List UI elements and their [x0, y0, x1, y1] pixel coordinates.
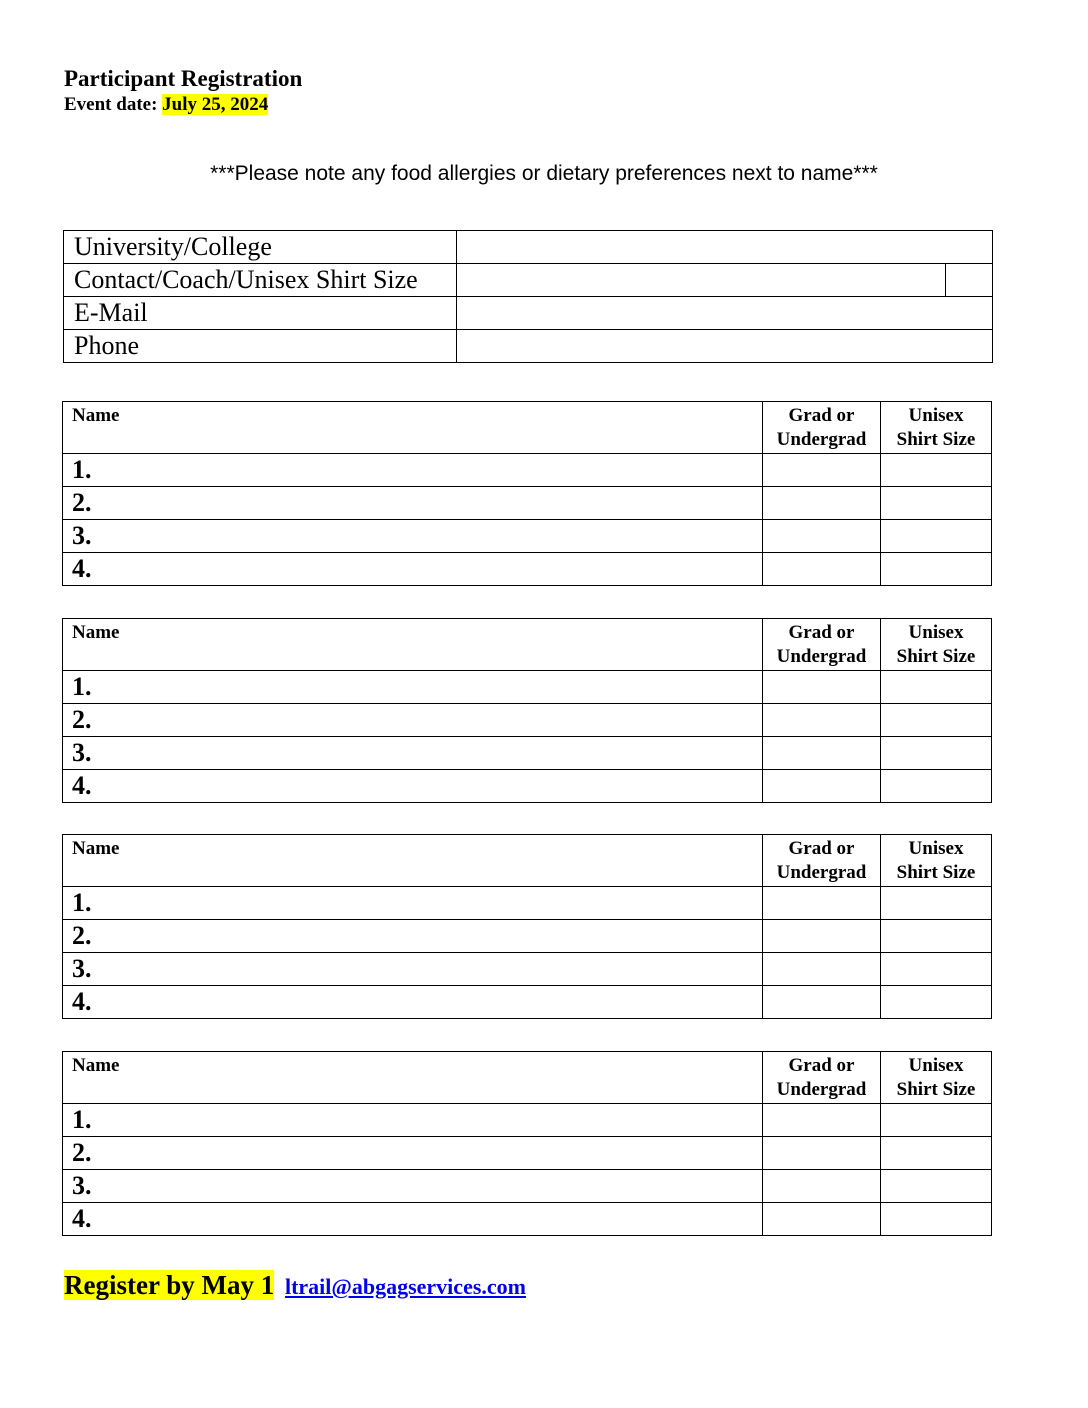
shirt-size-column-header [881, 835, 992, 887]
footer [64, 1268, 526, 1304]
grad-cell[interactable] [763, 737, 881, 770]
grad-column-header [763, 835, 881, 887]
size-header-line2: Shirt Size [896, 862, 976, 883]
participant-name-cell[interactable] [63, 1170, 763, 1203]
shirt-size-column-header [881, 1052, 992, 1104]
shirt-size-cell[interactable] [881, 887, 992, 920]
participant-row [63, 887, 992, 920]
row-number: 1. [72, 455, 92, 484]
participant-name-cell[interactable] [63, 704, 763, 737]
row-number: 4. [72, 554, 92, 583]
row-number: 4. [72, 987, 92, 1016]
coach-label: Contact/Coach/Unisex Shirt Size [64, 264, 457, 297]
size-header-line1: Unisex [908, 405, 964, 426]
grad-cell[interactable] [763, 1137, 881, 1170]
participant-row [63, 953, 992, 986]
grad-cell[interactable] [763, 770, 881, 803]
phone-input-cell[interactable] [457, 330, 993, 363]
coach-input-cell [457, 264, 993, 297]
phone-label: Phone [64, 330, 457, 363]
participant-header-row [63, 1052, 992, 1104]
participant-table [62, 834, 992, 1019]
row-number: 2. [72, 488, 92, 517]
participant-name-cell[interactable] [63, 953, 763, 986]
participant-name-cell[interactable] [63, 986, 763, 1019]
row-number: 2. [72, 921, 92, 950]
dietary-note: ***Please note any food allergies or dietary preferences next to name*** [210, 162, 878, 185]
size-header-line2: Shirt Size [896, 646, 976, 667]
row-number: 1. [72, 672, 92, 701]
participant-header-row [63, 402, 992, 454]
grad-cell[interactable] [763, 887, 881, 920]
participant-row [63, 553, 992, 586]
grad-header-line2: Undergrad [776, 429, 867, 450]
event-date-label: Event date: [64, 94, 158, 115]
participant-name-cell[interactable] [63, 553, 763, 586]
participant-row [63, 920, 992, 953]
participant-row [63, 454, 992, 487]
shirt-size-cell[interactable] [881, 737, 992, 770]
grad-cell[interactable] [763, 520, 881, 553]
size-header-line1: Unisex [908, 838, 964, 859]
contact-table [63, 230, 993, 363]
shirt-size-cell[interactable] [881, 671, 992, 704]
size-header-line1: Unisex [908, 622, 964, 643]
name-column-header: Name [63, 1052, 763, 1104]
shirt-size-cell[interactable] [881, 1203, 992, 1236]
grad-cell[interactable] [763, 1170, 881, 1203]
grad-cell[interactable] [763, 953, 881, 986]
grad-header-line2: Undergrad [776, 1079, 867, 1100]
participant-name-cell[interactable] [63, 1203, 763, 1236]
shirt-size-cell[interactable] [881, 487, 992, 520]
participant-row [63, 487, 992, 520]
participant-name-cell[interactable] [63, 520, 763, 553]
row-number: 3. [72, 954, 92, 983]
email-input-cell[interactable] [457, 297, 993, 330]
participant-name-cell[interactable] [63, 737, 763, 770]
size-header-line1: Unisex [908, 1055, 964, 1076]
coach-shirt-size-cell[interactable] [946, 264, 992, 296]
coach-name-cell[interactable] [457, 264, 946, 296]
participant-row [63, 1137, 992, 1170]
grad-cell[interactable] [763, 704, 881, 737]
participant-row [63, 770, 992, 803]
shirt-size-column-header [881, 619, 992, 671]
grad-column-header [763, 402, 881, 454]
grad-column-header [763, 619, 881, 671]
row-number: 2. [72, 1138, 92, 1167]
shirt-size-cell[interactable] [881, 920, 992, 953]
participant-row [63, 737, 992, 770]
row-number: 3. [72, 521, 92, 550]
contact-row-coach [64, 264, 993, 297]
university-input-cell[interactable] [457, 231, 993, 264]
size-header-line2: Shirt Size [896, 1079, 976, 1100]
grad-cell[interactable] [763, 487, 881, 520]
participant-name-cell[interactable] [63, 770, 763, 803]
participant-row [63, 1170, 992, 1203]
name-column-header: Name [63, 835, 763, 887]
grad-cell[interactable] [763, 671, 881, 704]
page-title: Participant Registration [64, 66, 303, 91]
grad-header-line2: Undergrad [776, 646, 867, 667]
contact-row-university [64, 231, 993, 264]
participant-row [63, 520, 992, 553]
participant-header-row [63, 835, 992, 887]
row-number: 4. [72, 771, 92, 800]
participant-row [63, 671, 992, 704]
participant-table [62, 1051, 992, 1236]
register-deadline: Register by May 1 [64, 1270, 275, 1300]
participant-name-cell[interactable] [63, 920, 763, 953]
shirt-size-cell[interactable] [881, 704, 992, 737]
participant-row [63, 704, 992, 737]
participant-name-cell[interactable] [63, 487, 763, 520]
grad-column-header [763, 1052, 881, 1104]
grad-cell[interactable] [763, 553, 881, 586]
row-number: 3. [72, 738, 92, 767]
shirt-size-cell[interactable] [881, 454, 992, 487]
name-column-header: Name [63, 619, 763, 671]
size-header-line2: Shirt Size [896, 429, 976, 450]
participant-row [63, 1203, 992, 1236]
participant-table [62, 401, 992, 586]
shirt-size-cell[interactable] [881, 986, 992, 1019]
shirt-size-column-header [881, 402, 992, 454]
grad-cell[interactable] [763, 1203, 881, 1236]
participant-name-cell[interactable] [63, 887, 763, 920]
event-date-line [64, 93, 268, 117]
grad-header-line1: Grad or [788, 622, 855, 643]
participant-row [63, 986, 992, 1019]
email-label: E-Mail [64, 297, 457, 330]
contact-row-email [64, 297, 993, 330]
row-number: 1. [72, 888, 92, 917]
shirt-size-cell[interactable] [881, 553, 992, 586]
shirt-size-cell[interactable] [881, 1104, 992, 1137]
participant-table [62, 618, 992, 803]
row-number: 1. [72, 1105, 92, 1134]
university-label: University/College [64, 231, 457, 264]
name-column-header: Name [63, 402, 763, 454]
grad-cell[interactable] [763, 986, 881, 1019]
grad-cell[interactable] [763, 454, 881, 487]
grad-cell[interactable] [763, 1104, 881, 1137]
shirt-size-cell[interactable] [881, 953, 992, 986]
participant-name-cell[interactable] [63, 1104, 763, 1137]
row-number: 2. [72, 705, 92, 734]
participant-name-cell[interactable] [63, 671, 763, 704]
contact-email-link[interactable]: ltrail@abgagservices.com [284, 1274, 526, 1299]
row-number: 3. [72, 1171, 92, 1200]
shirt-size-cell[interactable] [881, 1170, 992, 1203]
shirt-size-cell[interactable] [881, 770, 992, 803]
shirt-size-cell[interactable] [881, 1137, 992, 1170]
grad-header-line1: Grad or [788, 405, 855, 426]
participant-header-row [63, 619, 992, 671]
grad-header-line1: Grad or [788, 1055, 855, 1076]
shirt-size-cell[interactable] [881, 520, 992, 553]
participant-name-cell[interactable] [63, 1137, 763, 1170]
contact-row-phone [64, 330, 993, 363]
grad-cell[interactable] [763, 920, 881, 953]
row-number: 4. [72, 1204, 92, 1233]
participant-name-cell[interactable] [63, 454, 763, 487]
grad-header-line1: Grad or [788, 838, 855, 859]
participant-row [63, 1104, 992, 1137]
event-date-value: July 25, 2024 [162, 94, 269, 115]
grad-header-line2: Undergrad [776, 862, 867, 883]
